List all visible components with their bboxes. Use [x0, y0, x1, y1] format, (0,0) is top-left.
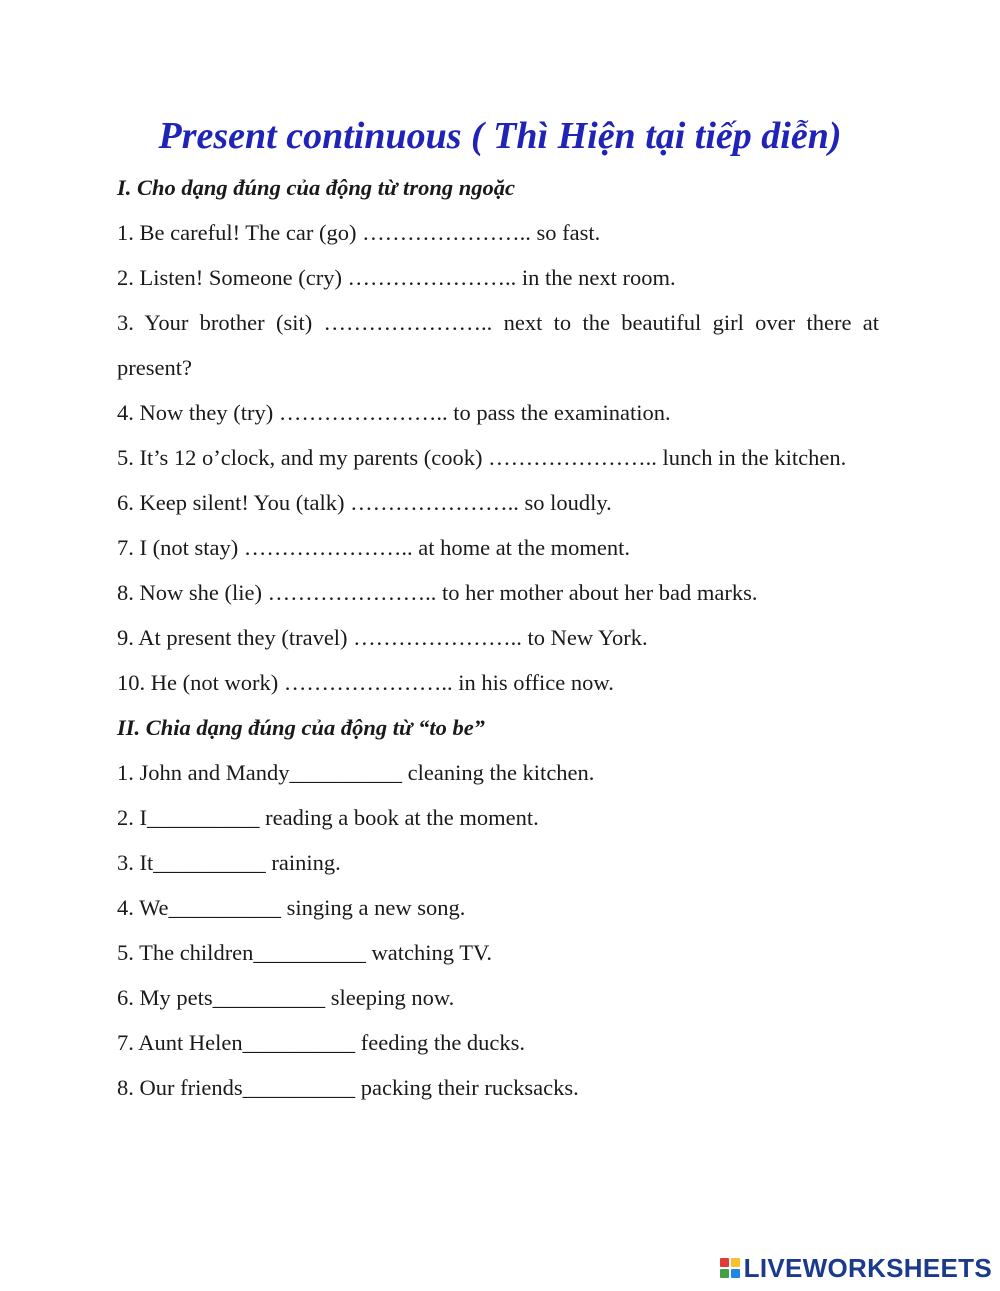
- exercise-item-2-1: 1. John and Mandy__________ cleaning the kitchen.: [117, 760, 595, 785]
- exercise-item-1-8: 8. Now she (lie) ………………….. to her mother about her bad marks.: [117, 580, 758, 605]
- exercise-item-1-4: 4. Now they (try) ………………….. to pass the examination.: [117, 400, 671, 425]
- section2-heading: II. Chia dạng đúng của động từ “to be”: [117, 715, 485, 740]
- exercise-item-1-9: 9. At present they (travel) ………………….. to New York.: [117, 625, 648, 650]
- exercise-item-1-3: 3. Your brother (sit) ………………….. next to the beautiful girl over there at present?: [117, 310, 879, 380]
- exercise-item-2-7: 7. Aunt Helen__________ feeding the ducks.: [117, 1030, 526, 1055]
- exercise-item-2-2: 2. I__________ reading a book at the moment.: [117, 805, 539, 830]
- section1-heading: I. Cho dạng đúng của động từ trong ngoặc: [117, 175, 515, 200]
- exercise-item-2-8: 8. Our friends__________ packing their rucksacks.: [117, 1075, 579, 1100]
- exercise-item-1-1: 1. Be careful! The car (go) ………………….. so fast.: [117, 220, 601, 245]
- exercise-item-2-5: 5. The children__________ watching TV.: [117, 940, 492, 965]
- liveworksheets-brand: [720, 1253, 992, 1283]
- exercise-item-2-4: 4. We__________ singing a new song.: [117, 895, 466, 920]
- liveworksheets-logo-icon: [720, 1258, 740, 1278]
- brand-text: LIVEWORKSHEETS: [743, 1253, 992, 1283]
- page-title: Present continuous ( Thì Hiện tại tiếp diễn): [158, 115, 842, 157]
- exercise-item-2-3: 3. It__________ raining.: [117, 850, 341, 875]
- worksheet-content: [117, 165, 879, 1110]
- exercise-item-1-7: 7. I (not stay) ………………….. at home at the moment.: [117, 535, 631, 560]
- exercise-item-1-10: 10. He (not work) ………………….. in his office now.: [117, 670, 614, 695]
- exercise-item-1-5: 5. It’s 12 o’clock, and my parents (cook) ………………….. lunch in the kitchen.: [117, 445, 847, 470]
- exercise-item-1-2: 2. Listen! Someone (cry) ………………….. in the next room.: [117, 265, 676, 290]
- exercise-item-1-6: 6. Keep silent! You (talk) ………………….. so loudly.: [117, 490, 612, 515]
- exercise-item-2-6: 6. My pets__________ sleeping now.: [117, 985, 455, 1010]
